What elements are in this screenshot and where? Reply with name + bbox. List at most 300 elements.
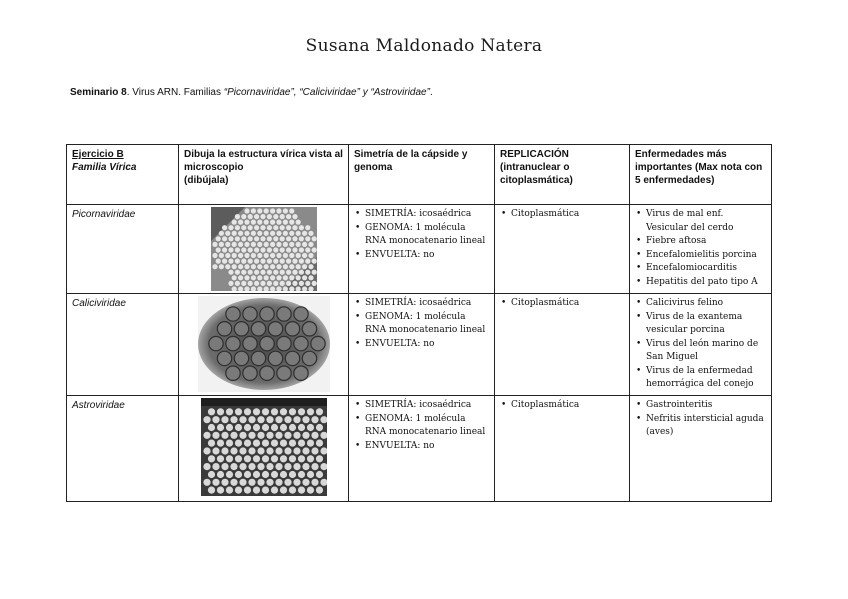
virus-particle <box>222 247 227 252</box>
virus-particle <box>251 351 265 365</box>
virus-particle <box>248 479 255 486</box>
virus-particle <box>266 463 273 470</box>
virus-particle <box>248 432 255 439</box>
list-item: • Encefalomiocarditis <box>635 262 766 276</box>
virus-particle <box>234 236 239 241</box>
virus-particle <box>263 220 268 225</box>
virus-particle <box>242 366 256 380</box>
virus-particle <box>263 208 268 213</box>
calicivirus-micrograph-image <box>198 296 330 392</box>
virus-particle <box>238 253 243 258</box>
virus-particle <box>293 336 307 350</box>
virus-particle <box>282 264 287 269</box>
virus-particle <box>251 322 265 336</box>
virus-particle <box>241 259 246 264</box>
virus-particle <box>230 463 237 470</box>
virus-particle <box>260 270 265 275</box>
virus-particle <box>293 432 300 439</box>
list-item: • SIMETRÍA: icosaédrica <box>354 297 489 311</box>
virus-particle <box>244 264 249 269</box>
list-item: • GENOMA: 1 molécula RNA monocatenario lineal <box>354 413 489 440</box>
virus-particle <box>295 275 300 280</box>
virus-particle <box>216 487 223 494</box>
virus-particle <box>279 408 286 415</box>
virus-particle <box>250 264 255 269</box>
virus-particle <box>270 408 277 415</box>
virus-particle <box>247 225 252 230</box>
virus-particle <box>212 253 217 258</box>
virus-particle <box>292 247 297 252</box>
virus-particle <box>286 259 291 264</box>
virus-particle <box>260 247 265 252</box>
virus-particle <box>221 463 228 470</box>
table-row <box>67 205 772 294</box>
virus-particle <box>207 440 214 447</box>
seminar-subtitle <box>70 87 433 98</box>
virus-particle <box>244 242 249 247</box>
virus-particle <box>243 471 250 478</box>
virus-particle <box>203 479 210 486</box>
virus-particle <box>315 455 322 462</box>
virus-particle <box>203 432 210 439</box>
virus-particle <box>234 225 239 230</box>
virus-particle <box>279 455 286 462</box>
virus-particle <box>222 236 227 241</box>
virus-particle <box>293 307 307 321</box>
virus-particle <box>243 487 250 494</box>
astrovirus-micrograph-image <box>201 398 327 496</box>
virus-particle <box>225 424 232 431</box>
virus-particle <box>266 281 271 286</box>
virus-particle <box>315 471 322 478</box>
virus-particle <box>257 208 262 213</box>
virus-particle <box>241 225 246 230</box>
virus-particle <box>276 275 281 280</box>
virus-particle <box>217 322 231 336</box>
virus-particle <box>288 424 295 431</box>
virus-particle <box>289 208 294 213</box>
virus-particle <box>212 479 219 486</box>
virus-particle <box>311 236 316 241</box>
virus-particle <box>292 270 297 275</box>
virus-particle <box>289 220 294 225</box>
virus-particle <box>203 447 210 454</box>
virus-particle <box>306 440 313 447</box>
virus-particle <box>218 264 223 269</box>
virus-particle <box>228 281 233 286</box>
virus-particle <box>259 366 273 380</box>
virus-particle <box>228 270 233 275</box>
virus-particle <box>252 408 259 415</box>
virus-particle <box>221 479 228 486</box>
virus-particle <box>238 275 243 280</box>
list-item: • Gastrointeritis <box>635 399 766 413</box>
virus-particle <box>234 259 239 264</box>
virus-particle <box>216 424 223 431</box>
virus-particle <box>297 471 304 478</box>
virus-particle <box>225 231 230 236</box>
header-exercise: Ejercicio B <box>72 149 124 160</box>
virus-particle <box>212 416 219 423</box>
virus-particle <box>306 487 313 494</box>
virus-particle <box>218 231 223 236</box>
virus-particle <box>261 440 268 447</box>
virus-particle <box>231 220 236 225</box>
virus-particle <box>225 487 232 494</box>
virus-particle <box>273 281 278 286</box>
virus-particle <box>257 220 262 225</box>
virus-particle <box>306 455 313 462</box>
virus-particle <box>234 440 241 447</box>
virus-particle <box>306 424 313 431</box>
virus-particle <box>284 479 291 486</box>
virus-particle <box>311 270 316 275</box>
virus-particle <box>297 424 304 431</box>
virus-particle <box>244 253 249 258</box>
virus-particle <box>270 264 275 269</box>
virus-particle <box>257 479 264 486</box>
virus-particle <box>260 236 265 241</box>
virus-particle <box>250 220 255 225</box>
list-item: • Calicivirus felino <box>635 297 766 311</box>
virus-particle <box>266 447 273 454</box>
virus-particle <box>273 236 278 241</box>
virus-particle <box>279 440 286 447</box>
virus-particle <box>215 247 220 252</box>
virus-particle <box>208 336 222 350</box>
virus-particle <box>231 242 236 247</box>
virus-particle <box>302 322 316 336</box>
virus-particle <box>308 275 313 280</box>
virus-particle <box>279 281 284 286</box>
virus-particle <box>288 408 295 415</box>
virus-particle <box>261 455 268 462</box>
virus-particle <box>305 225 310 230</box>
virus-particle <box>311 447 318 454</box>
virus-particle <box>263 264 268 269</box>
virus-particle <box>279 487 286 494</box>
virus-particle <box>266 479 273 486</box>
virus-particle <box>250 275 255 280</box>
virus-particle <box>292 236 297 241</box>
virus-particle <box>293 366 307 380</box>
virus-particle <box>239 463 246 470</box>
virus-particle <box>305 236 310 241</box>
virus-particle <box>275 432 282 439</box>
symmetry-list <box>354 208 489 262</box>
list-item: • Virus de la exantema vesicular porcina <box>635 311 766 338</box>
virus-particle <box>276 242 281 247</box>
symmetry-cell <box>349 396 495 502</box>
list-item: • ENVUELTA: no <box>354 338 489 352</box>
virus-particle <box>293 463 300 470</box>
virus-particle <box>302 231 307 236</box>
virus-particle <box>270 471 277 478</box>
header-draw: Dibuja la estructura vírica vista al microscopio <box>184 149 343 173</box>
virus-particle <box>234 281 239 286</box>
virus-particle <box>284 416 291 423</box>
virus-particle <box>311 281 316 286</box>
virus-particle <box>308 231 313 236</box>
virus-particle <box>270 275 275 280</box>
virus-particle <box>257 416 264 423</box>
virus-particle <box>244 208 249 213</box>
particle-layer <box>208 307 324 381</box>
virus-particle <box>276 307 290 321</box>
list-item: • ENVUELTA: no <box>354 249 489 263</box>
virus-particle <box>228 236 233 241</box>
virus-particle <box>238 242 243 247</box>
virus-particle <box>230 479 237 486</box>
virus-particle <box>302 275 307 280</box>
virus-particle <box>215 236 220 241</box>
seminar-topic: . Virus ARN. Familias <box>126 87 224 98</box>
virus-particle <box>311 432 318 439</box>
virus-particle <box>225 253 230 258</box>
virus-particle <box>250 242 255 247</box>
virus-particle <box>266 416 273 423</box>
virus-particle <box>203 416 210 423</box>
virus-particle <box>254 214 259 219</box>
virus-particle <box>315 487 322 494</box>
virus-particle <box>270 231 275 236</box>
replication-cell <box>495 205 630 294</box>
virus-particle <box>228 259 233 264</box>
virus-particle <box>302 479 309 486</box>
virus-particle <box>230 432 237 439</box>
virus-particle <box>257 432 264 439</box>
virus-particle <box>293 447 300 454</box>
diseases-cell <box>630 205 772 294</box>
virus-particle <box>288 471 295 478</box>
virus-particle <box>234 322 248 336</box>
virus-particle <box>270 455 277 462</box>
virus-particle <box>311 259 316 264</box>
virus-particle <box>231 264 236 269</box>
virus-particle <box>315 424 322 431</box>
virus-particle <box>293 416 300 423</box>
virus-particle <box>286 270 291 275</box>
list-item: • Encefalomielitis porcina <box>635 249 766 263</box>
virus-particle <box>270 253 275 258</box>
replication-list <box>500 297 624 311</box>
virus-particle <box>298 270 303 275</box>
list-item: • ENVUELTA: no <box>354 440 489 454</box>
virus-particle <box>225 242 230 247</box>
virus-particle <box>242 336 256 350</box>
virus-particle <box>295 220 300 225</box>
virus-particle <box>270 220 275 225</box>
replication-cell <box>495 396 630 502</box>
virus-particle <box>222 259 227 264</box>
virus-particle <box>221 416 228 423</box>
virus-particle <box>259 307 273 321</box>
virus-particle <box>305 247 310 252</box>
virus-particle <box>212 447 219 454</box>
virus-particle <box>311 479 318 486</box>
virus-particle <box>297 408 304 415</box>
virus-particle <box>207 424 214 431</box>
virus-particle <box>225 455 232 462</box>
virus-particle <box>252 487 259 494</box>
virus-particle <box>261 471 268 478</box>
virus-particle <box>247 281 252 286</box>
virus-particle <box>247 259 252 264</box>
header-replication: REPLICACIÓN (intranuclear o citoplasmática) <box>495 145 630 205</box>
virus-particle <box>286 236 291 241</box>
virus-particle <box>292 214 297 219</box>
virus-particle <box>302 242 307 247</box>
virus-particle <box>308 253 313 258</box>
virus-particle <box>297 440 304 447</box>
header-symmetry: Simetría de la cápside y genoma <box>349 145 495 205</box>
virus-particle <box>247 247 252 252</box>
virus-particle <box>276 208 281 213</box>
virus-particle <box>212 432 219 439</box>
virus-particle <box>276 231 281 236</box>
virus-particle <box>238 264 243 269</box>
list-item: • Citoplasmática <box>500 208 624 222</box>
virus-particle <box>295 253 300 258</box>
virus-particle <box>286 214 291 219</box>
virus-particle <box>247 270 252 275</box>
virus-particle <box>247 214 252 219</box>
virus-particle <box>273 270 278 275</box>
virus-particle <box>279 424 286 431</box>
virus-particle <box>239 447 246 454</box>
virus-particle <box>225 307 239 321</box>
list-item: • Virus de mal enf. Vesicular del cerdo <box>635 208 766 235</box>
replication-list <box>500 399 624 413</box>
virus-particle <box>305 281 310 286</box>
virus-particle <box>234 471 241 478</box>
virus-particle <box>315 440 322 447</box>
virus-particle <box>239 479 246 486</box>
virus-particle <box>266 270 271 275</box>
virus-particle <box>289 253 294 258</box>
table-row <box>67 396 772 502</box>
virus-particle <box>292 225 297 230</box>
virus-particle <box>260 214 265 219</box>
virus-particle <box>270 440 277 447</box>
virus-particle <box>248 463 255 470</box>
virus-particle <box>273 259 278 264</box>
virus-particle <box>234 214 239 219</box>
virus-particle <box>234 247 239 252</box>
virus-particle <box>275 447 282 454</box>
virus-particle <box>288 487 295 494</box>
virus-particle <box>286 247 291 252</box>
virus-particle <box>268 322 282 336</box>
virus-particle <box>239 432 246 439</box>
virus-particle <box>212 242 217 247</box>
virus-particle <box>238 231 243 236</box>
virus-particle <box>257 264 262 269</box>
virus-particle <box>260 281 265 286</box>
virus-particle <box>285 351 299 365</box>
list-item: • Fiebre aftosa <box>635 235 766 249</box>
virus-particle <box>305 259 310 264</box>
virus-particle <box>217 351 231 365</box>
virus-particle <box>276 253 281 258</box>
seminar-end: . <box>429 87 433 98</box>
header-draw-note: (dibújala) <box>184 175 229 186</box>
virus-particle <box>308 242 313 247</box>
virus-particle <box>284 432 291 439</box>
virus-particle <box>275 479 282 486</box>
picornavirus-micrograph-image <box>211 207 317 291</box>
list-item: • Hepatitis del pato tipo A <box>635 276 766 290</box>
virus-particle <box>239 416 246 423</box>
virus-particle <box>216 408 223 415</box>
virus-particle <box>218 253 223 258</box>
virus-particle <box>215 259 220 264</box>
symmetry-list <box>354 297 489 351</box>
virus-particle <box>286 281 291 286</box>
diseases-list <box>635 297 766 392</box>
virus-particle <box>275 416 282 423</box>
virus-particle <box>295 264 300 269</box>
symmetry-list <box>354 399 489 453</box>
virus-particle <box>228 247 233 252</box>
virus-particle <box>302 253 307 258</box>
virus-particle <box>292 281 297 286</box>
virus-particle <box>234 487 241 494</box>
virus-particle <box>270 242 275 247</box>
family-name: Caliciviridae <box>67 294 179 396</box>
virus-particle <box>260 259 265 264</box>
virus-particle <box>302 416 309 423</box>
virus-particle <box>234 424 241 431</box>
virus-particle <box>234 408 241 415</box>
virus-particle <box>268 351 282 365</box>
virus-table <box>66 144 772 502</box>
virus-particle <box>212 463 219 470</box>
virus-particle <box>266 225 271 230</box>
list-item: • Virus de la enfermedad hemorrágica del conejo <box>635 365 766 392</box>
virus-particle <box>207 487 214 494</box>
replication-list <box>500 208 624 222</box>
virus-particle <box>230 416 237 423</box>
virus-particle <box>292 259 297 264</box>
virus-particle <box>222 225 227 230</box>
virus-particle <box>263 253 268 258</box>
virus-particle <box>263 231 268 236</box>
virus-particle <box>207 455 214 462</box>
virus-particle <box>216 440 223 447</box>
virus-particle <box>250 208 255 213</box>
micrograph-cell <box>179 294 349 396</box>
virus-particle <box>293 479 300 486</box>
virus-particle <box>203 463 210 470</box>
virus-particle <box>259 336 273 350</box>
virus-particle <box>276 366 290 380</box>
virus-particle <box>282 208 287 213</box>
table-row <box>67 294 772 396</box>
virus-particle <box>230 447 237 454</box>
virus-particle <box>273 225 278 230</box>
virus-particle <box>306 408 313 415</box>
virus-particle <box>302 447 309 454</box>
list-item: • Virus del león marino de San Miguel <box>635 338 766 365</box>
virus-particle <box>289 275 294 280</box>
virus-particle <box>241 236 246 241</box>
virus-particle <box>250 253 255 258</box>
micrograph-cell <box>179 396 349 502</box>
virus-particle <box>298 225 303 230</box>
symmetry-cell <box>349 294 495 396</box>
diseases-list <box>635 399 766 440</box>
